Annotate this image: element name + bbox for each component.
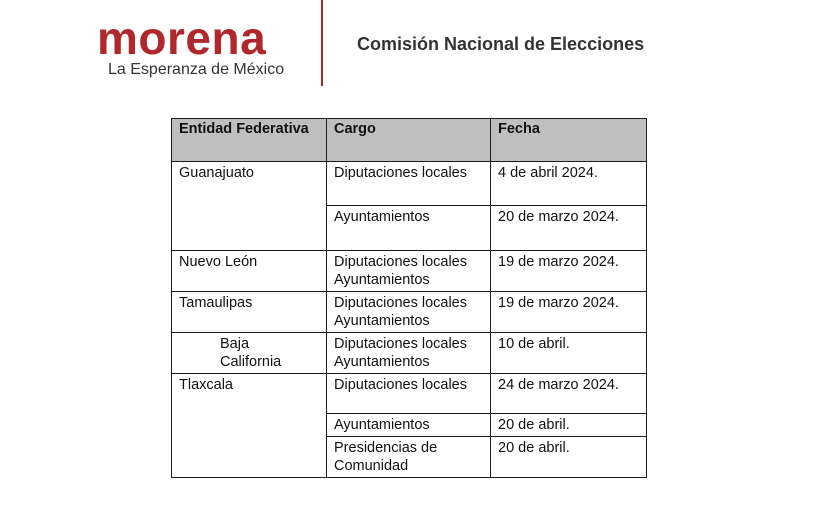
entidad-line: Baja [220,336,250,352]
fecha-cell: 10 de abril. [491,333,647,374]
cargo-line: Ayuntamientos [334,354,430,370]
entidad-cell: Tlaxcala [172,374,327,478]
table-row [172,251,647,292]
cargo-cell [327,292,491,333]
morena-logo: morena [97,12,267,64]
cargo-cell [327,333,491,374]
fecha-cell: 19 de marzo 2024. [491,251,647,292]
entidad-line: California [220,354,282,370]
fecha-cell: 20 de abril. [491,414,647,437]
cargo-cell: Diputaciones locales [327,162,491,206]
cargo-cell [327,251,491,292]
cargo-cell: Ayuntamientos [327,414,491,437]
fecha-cell: 20 de marzo 2024. [491,206,647,251]
column-header-fecha: Fecha [491,119,647,162]
cargo-cell: Diputaciones locales [327,374,491,414]
header-divider [321,0,323,86]
entidad-cell: Nuevo León [172,251,327,292]
cargo-line: Ayuntamientos [334,272,430,288]
cargo-cell [327,437,491,478]
cargo-line: Ayuntamientos [334,313,430,329]
cargo-cell: Ayuntamientos [327,206,491,251]
cargo-line: Diputaciones locales [334,254,467,270]
column-header-cargo: Cargo [327,119,491,162]
table-row [172,333,647,374]
logo-tagline: La Esperanza de México [108,61,285,78]
cargo-line: Comunidad [334,458,409,474]
entidad-cell [172,333,327,374]
fecha-cell: 19 de marzo 2024. [491,292,647,333]
fecha-cell: 24 de marzo 2024. [491,374,647,414]
column-header-entidad: Entidad Federativa [172,119,327,162]
table-row [172,162,647,206]
cargo-line: Diputaciones locales [334,295,467,311]
table-header-row [172,119,647,162]
table-row [172,374,647,414]
entidad-cell: Guanajuato [172,162,327,251]
fecha-cell: 20 de abril. [491,437,647,478]
cargo-line: Diputaciones locales [334,336,467,352]
fecha-cell: 4 de abril 2024. [491,162,647,206]
table-row [172,292,647,333]
elections-table [171,118,647,478]
commission-title: Comisión Nacional de Elecciones [357,34,645,54]
cargo-line: Presidencias de [334,440,438,456]
entidad-cell: Tamaulipas [172,292,327,333]
